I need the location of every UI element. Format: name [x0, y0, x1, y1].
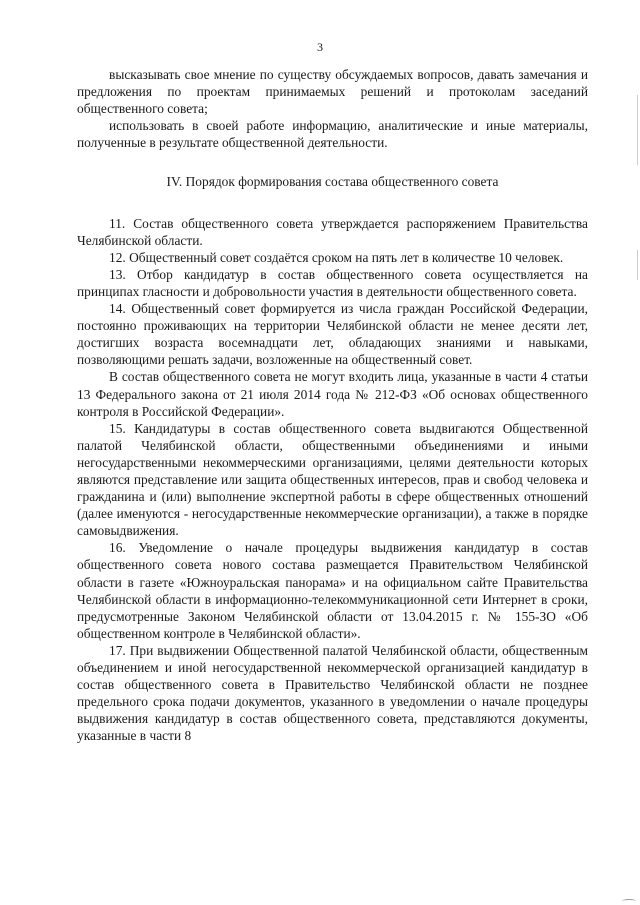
- scan-edge-mark: [637, 95, 638, 165]
- paragraph-11: 11. Состав общественного совета утверждается распоряжением Правительства Челябинской области.: [77, 215, 588, 248]
- paragraph-14-cont: В состав общественного совета не могут входить лица, указанные в части 4 статьи 13 Федерального закона от 21 июля 2014 года № 212-ФЗ «Об основах общественного контроля в Российской Федерации».: [77, 369, 588, 419]
- paragraph-17: 17. При выдвижении Общественной палатой Челябинской области, общественным объединением и иной негосударственной некоммерческой организацией кандидатур в состав общественного совета в Правительство Челябинской области не позднее предельного срока подачи документов, указанного в уведомлении о начале процедуры выдвижения кандидатур в состав общественного совета, представляются документы, указанные в части 8: [77, 642, 588, 744]
- paragraph-2: использовать в своей работе информацию, аналитические и иные материалы, полученные в результате общественной деятельности.: [77, 118, 588, 151]
- paragraph-14: 14. Общественный совет формируется из числа граждан Российской Федерации, постоянно проживающих на территории Челябинской области не менее десяти лет, достигших возраста восемнадцати лет, обладающих знаниями и навыками, позволяющими решать задачи, возложенные на общественный совет.: [77, 301, 588, 368]
- paragraph-12: 12. Общественный совет создаётся сроком на пять лет в количестве 10 человек.: [109, 249, 564, 265]
- section-heading: IV. Порядок формирования состава общественного совета: [166, 174, 499, 190]
- paragraph-16: 16. Уведомление о начале процедуры выдвижения кандидатур в состав общественного совета нового состава размещается Правительством Челябинской области в газете «Южноуральская панорама» и на официальном сайте Правительства Челябинской области в информационно-телекоммуникационной сети Интернет в сроки, предусмотренные Законом Челябинской области от 13.04.2015 г. № 155-ЗО «Об общественном контроле в Челябинской области».: [77, 540, 588, 641]
- paragraph-1: высказывать свое мнение по существу обсуждаемых вопросов, давать замечания и предложения по проектам принимаемых решений и протоколам заседаний общественного совета;: [77, 67, 588, 117]
- scan-edge-mark: [637, 250, 638, 280]
- page-number: 3: [317, 40, 323, 54]
- document-body: [77, 66, 588, 744]
- scan-corner-mark: [622, 899, 636, 903]
- paragraph-15: 15. Кандидатуры в состав общественного совета выдвигаются Общественной палатой Челябинской области, общественными объединениями и иными негосударственными некоммерческими организациями, целями деятельности которых являются представление или защита общественных интересов, прав и свобод человека и гражданина и (или) выполнение экспертной работы в сфере общественных отношений (далее именуются - негосударственные некоммерческие организации), а также в порядке самовыдвижения.: [77, 420, 588, 539]
- paragraph-13: 13. Отбор кандидатур в состав общественного совета осуществляется на принципах гласности и добровольности участия в деятельности общественного совета.: [77, 266, 588, 299]
